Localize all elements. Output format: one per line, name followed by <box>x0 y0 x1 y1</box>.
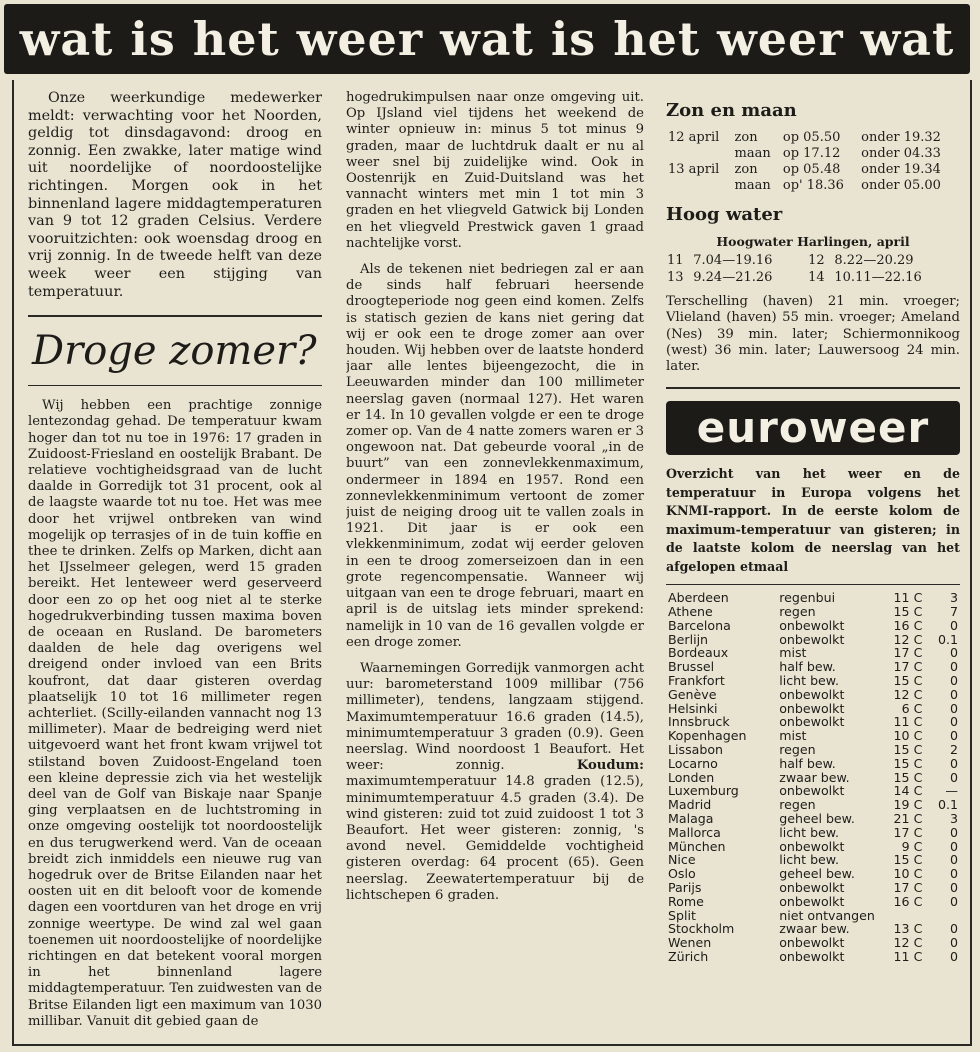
almanac-body: maan <box>734 146 771 161</box>
weather-condition: onbewolkt <box>779 714 845 730</box>
max-temperature: 17 <box>893 645 910 661</box>
temperature-unit: C <box>913 659 923 675</box>
temperature-unit: C <box>913 617 923 633</box>
max-temperature: 17 <box>893 824 910 840</box>
city-name: Athene <box>668 604 713 620</box>
max-temperature: 15 <box>893 604 910 620</box>
euroweer-row <box>666 633 960 647</box>
city-name: Aberdeen <box>668 590 729 606</box>
euroweer-row <box>666 757 960 771</box>
almanac-set: onder 05.00 <box>861 178 941 193</box>
city-name: Nice <box>668 852 696 868</box>
almanac-body: maan <box>734 178 771 193</box>
max-temperature: 15 <box>893 852 910 868</box>
tide-row <box>666 252 960 269</box>
article-paragraph: hogedrukimpulsen naar onze omgeving uit. Op IJsland viel tijdens het weekend de winter opnieuw in: minus 5 tot minus 9 graden, maar de luchtdruk daalt er nu al weer snel bij zuidelijke wind. Ook in Oostenrijk en Zuid-Duitsland was het vannacht winters met min 1 tot min 3 graden en het vliegveld Gatwick bij Londen en het vliegveld Prestwick gaven 1 graad nachtelijke vorst. <box>346 90 644 251</box>
temperature-unit: C <box>913 879 923 895</box>
max-temperature: 11 <box>893 590 910 606</box>
temperature-unit: C <box>913 783 923 799</box>
max-temperature: 12 <box>893 631 910 647</box>
temperature-unit: C <box>913 631 923 647</box>
max-temperature: 15 <box>893 673 910 688</box>
temperature-unit: C <box>913 700 923 716</box>
euroweer-row <box>666 840 960 854</box>
temperature-unit: C <box>913 810 923 826</box>
almanac-set: onder 19.32 <box>861 130 941 145</box>
euroweer-row <box>666 922 960 936</box>
temperature-unit: C <box>913 838 923 854</box>
city-name: Rome <box>668 893 704 909</box>
city-name: Innsbruck <box>668 714 730 730</box>
tide-times: 8.22—20.29 <box>834 253 914 269</box>
max-temperature: 12 <box>893 686 910 702</box>
max-temperature: 16 <box>893 617 910 633</box>
tide-title: Hoog water <box>666 204 783 225</box>
precipitation: 0 <box>949 714 958 730</box>
almanac-set: onder 04.33 <box>861 146 941 161</box>
city-name: Genève <box>668 686 717 702</box>
almanac-set: onder 19.34 <box>861 162 941 177</box>
city-name: Zürich <box>668 948 709 964</box>
weather-condition: onbewolkt <box>779 617 845 633</box>
city-name: Stockholm <box>668 921 735 937</box>
precipitation: 0 <box>949 948 958 964</box>
sun-moon-rows <box>666 130 960 194</box>
city-name: Brussel <box>668 659 715 675</box>
euroweer-row <box>666 826 960 840</box>
precipitation: 0 <box>949 700 958 716</box>
euroweer-row <box>666 660 960 674</box>
euroweer-row <box>666 715 960 729</box>
sun-moon-title: Zon en maan <box>666 100 797 121</box>
temperature-unit: C <box>913 714 923 730</box>
euroweer-row <box>666 895 960 909</box>
almanac-date <box>666 146 733 162</box>
precipitation: 0 <box>949 824 958 840</box>
weather-condition: mist <box>779 728 807 744</box>
euroweer-row <box>666 674 960 688</box>
temperature-unit: C <box>913 673 923 688</box>
temperature-unit: C <box>913 797 923 813</box>
euroweer-table <box>666 591 960 964</box>
divider <box>666 584 960 585</box>
temperature-unit: C <box>913 755 923 771</box>
observation-text: maximumtemperatuur 14.8 graden (12.5), minimumtemperatuur 4.5 graden (3.4). De wind gisteren: zuid tot zuid zuidoost 1 tot 3 Beaufort. Het weer gisteren: zonnig, 's avond nevel. Gemiddelde vochtigheid gisteren overdag: 64 procent (65). Geen neerslag. Zeewatertemperatuur bij de lichtschepen 6 graden. <box>346 774 644 903</box>
city-name: Madrid <box>668 797 712 813</box>
weather-condition: onbewolkt <box>779 879 845 895</box>
tide-day: 13 <box>667 270 684 286</box>
tide-times: 10.11—22.16 <box>834 270 922 286</box>
weather-condition: zwaar bew. <box>779 769 850 785</box>
tide-times: 7.04—19.16 <box>693 253 773 269</box>
temperature-unit: C <box>913 645 923 661</box>
precipitation: 0.1 <box>937 797 958 813</box>
column-1 <box>28 90 322 1044</box>
article-paragraph: Als de tekenen niet bedriegen zal er aan de sinds half februari heersende droogteperiode nog geen eind komen. Zelfs is statisch gezien de kans niet gering dat wij er ook een te droge zomer aan over houden. Wij hebben over de laatste honderd jaar alle lentes bijeengezocht, die in Leeuwarden minder dan 100 millimeter neerslag gaven (normaal 127). Het waren er 14. In 10 gevallen volgde er een te droge zomer op. Van de 4 natte zomers waren er 3 ongewoon nat. Dat gebeurde vooral „in de buurt” van een zonnevlekkenmaximum, ondermeer in 1894 en 1957. Rond een zonnevlekkenminimum vertoont de zomer juist de neiging droog uit te vallen zoals in 1921. Dit jaar is er ook een vlekkenminimum, zodat wij eerder geloven in een te droog zomerseizoen dan in een grote regencompensatie. Wanneer wij uitgaan van een te droge februari, maart en april is de uitslag iets minder sprekend: namelijk in 10 van de 16 gevallen volgde er een droge zomer. <box>346 262 644 650</box>
max-temperature: 6 <box>901 700 910 716</box>
precipitation: 0 <box>949 686 958 702</box>
weather-condition: niet ontvangen <box>779 907 875 923</box>
weather-condition: onbewolkt <box>779 893 845 909</box>
weather-condition: half bew. <box>779 755 836 771</box>
weather-condition: regen <box>779 797 816 813</box>
city-name: Luxemburg <box>668 783 739 799</box>
temperature-unit: C <box>913 686 923 702</box>
observation-place: Koudum: <box>576 758 644 774</box>
temperature-unit: C <box>913 728 923 744</box>
article-flow-2 <box>346 90 644 904</box>
max-temperature: 16 <box>893 893 910 909</box>
precipitation: 3 <box>949 590 958 606</box>
city-name: Kopenhagen <box>668 728 747 744</box>
precipitation: 0 <box>949 921 958 937</box>
almanac-date: 13 april <box>668 162 720 177</box>
city-name: Malaga <box>668 810 714 826</box>
temperature-unit: C <box>913 741 923 757</box>
euroweer-row <box>666 853 960 867</box>
forecast-text: Onze weerkundige medewerker meldt: verwachting voor het Noorden, geldig tot dinsdagavond: droog en zonnig. Een zwakke, later matige wind uit noordelijke of noordoostelijke richtingen. Morgen ook in het binnenland lagere middagtemperaturen van 9 tot 12 graden Celsius. Verdere vooruitzichten: ook woensdag droog en vrij zonnig. In de tweede helft van deze week weer een stijging van temperatuur. <box>28 90 322 300</box>
tide-row <box>666 269 960 286</box>
divider <box>28 385 322 386</box>
temperature-unit: C <box>913 824 923 840</box>
divider <box>28 315 322 317</box>
sun-moon-row <box>666 162 960 178</box>
precipitation: 0 <box>949 769 958 785</box>
euroweer-row <box>666 909 960 923</box>
max-temperature: 13 <box>893 921 910 937</box>
euroweer-row <box>666 784 960 798</box>
precipitation: 0 <box>949 659 958 675</box>
weather-condition: geheel bew. <box>779 810 855 826</box>
max-temperature: 11 <box>893 714 910 730</box>
city-name: Barcelona <box>668 617 731 633</box>
temperature-unit: C <box>913 893 923 909</box>
city-name: Wenen <box>668 935 712 951</box>
weather-condition: onbewolkt <box>779 700 845 716</box>
city-name: Berlijn <box>668 631 709 647</box>
euroweer-row <box>666 688 960 702</box>
euroweer-rows <box>666 591 960 964</box>
max-temperature: 10 <box>893 728 910 744</box>
precipitation: 0 <box>949 838 958 854</box>
max-temperature: 9 <box>901 838 910 854</box>
max-temperature: 14 <box>893 783 910 799</box>
city-name: Parijs <box>668 879 702 895</box>
weather-condition: onbewolkt <box>779 686 845 702</box>
temperature-unit: C <box>913 935 923 951</box>
weather-condition: mist <box>779 645 807 661</box>
euroweer-row <box>666 619 960 633</box>
tide-table <box>666 252 960 286</box>
almanac-rise: op' 18.36 <box>782 178 844 193</box>
tide-rows <box>666 252 960 286</box>
weather-condition: zwaar bew. <box>779 921 850 937</box>
max-temperature: 17 <box>893 879 910 895</box>
precipitation: 7 <box>949 604 958 620</box>
max-temperature: 10 <box>893 866 910 882</box>
precipitation: 0 <box>949 728 958 744</box>
precipitation: 0 <box>949 866 958 882</box>
almanac-date: 12 april <box>668 130 720 145</box>
max-temperature: 17 <box>893 659 910 675</box>
precipitation: — <box>945 783 958 799</box>
euroweer-row <box>666 812 960 826</box>
precipitation: 0 <box>949 617 958 633</box>
city-name: Locarno <box>668 755 718 771</box>
weather-condition: geheel bew. <box>779 866 855 882</box>
temperature-unit: C <box>913 604 923 620</box>
precipitation: 2 <box>949 741 958 757</box>
euroweer-row <box>666 936 960 950</box>
euroweer-row <box>666 605 960 619</box>
euroweer-row <box>666 743 960 757</box>
euroweer-row <box>666 798 960 812</box>
weather-condition: regen <box>779 604 816 620</box>
sun-moon-row <box>666 146 960 162</box>
weather-condition: regen <box>779 741 816 757</box>
observation-text: Waarnemingen Gorredijk vanmorgen acht uur: barometerstand 1009 millibar (756 millimeter), tendens, langzaam stijgend. Maximumtemperatuur 16.6 graden (14.5), minimumtemperatuur 3 graden (0.9). Geen neerslag. Wind noordoost 1 Beaufort. Het weer: zonnig. <box>346 660 644 774</box>
precipitation: 0 <box>949 673 958 688</box>
divider <box>666 387 960 389</box>
article-paragraph <box>346 661 644 904</box>
weather-condition: licht bew. <box>779 824 839 840</box>
tide-day: 12 <box>808 253 825 269</box>
precipitation: 0.1 <box>937 631 958 647</box>
precipitation: 0 <box>949 879 958 895</box>
max-temperature: 11 <box>893 948 910 964</box>
precipitation: 0 <box>949 935 958 951</box>
tide-note: Terschelling (haven) 21 min. vroeger; Vlieland (haven) 55 min. vroeger; Ameland (Nes) 39 min. later; Schiermonnikoog (west) 36 min. later; Lauwersoog 24 min. later. <box>666 294 960 375</box>
euroweer-row <box>666 729 960 743</box>
banner-title: wat is het weer wat is het weer wat <box>4 4 970 74</box>
article-flow-1 <box>28 398 322 1030</box>
almanac-rise: op 05.48 <box>782 162 841 177</box>
city-name: Bordeaux <box>668 645 729 661</box>
sun-moon-table <box>666 130 960 194</box>
article-headline: Droge zomer? <box>32 328 317 375</box>
weather-condition: regenbui <box>779 590 836 606</box>
city-name: Londen <box>668 769 715 785</box>
euroweer-row <box>666 646 960 660</box>
euroweer-row <box>666 771 960 785</box>
max-temperature: 15 <box>893 755 910 771</box>
weather-condition: onbewolkt <box>779 838 845 854</box>
column-2 <box>346 90 644 1044</box>
temperature-unit: C <box>913 852 923 868</box>
temperature-unit: C <box>913 921 923 937</box>
precipitation: 0 <box>949 852 958 868</box>
max-temperature: 21 <box>893 810 910 826</box>
tide-day: 11 <box>667 253 684 269</box>
tide-times: 9.24—21.26 <box>693 270 773 286</box>
euroweer-row <box>666 702 960 716</box>
sun-moon-row <box>666 130 960 146</box>
max-temperature: 15 <box>893 769 910 785</box>
city-name: Oslo <box>668 866 696 882</box>
forecast-block <box>28 90 322 301</box>
weather-condition: onbewolkt <box>779 935 845 951</box>
temperature-unit: C <box>913 948 923 964</box>
tide-day: 14 <box>808 270 825 286</box>
precipitation: 0 <box>949 755 958 771</box>
tide-subtitle: Hoogwater Harlingen, april <box>716 234 910 249</box>
city-name: Mallorca <box>668 824 721 840</box>
euroweer-intro: Overzicht van het weer en de temperatuur in Europa volgens het KNMI-rapport. In de eerste kolom de maximum-temperatuur van gisteren; in de laatste kolom de neerslag van het afgelopen etmaal <box>666 466 960 574</box>
weather-condition: onbewolkt <box>779 783 845 799</box>
weather-condition: onbewolkt <box>779 948 845 964</box>
euroweer-logo: euroweer <box>666 401 960 455</box>
temperature-unit: C <box>913 866 923 882</box>
city-name: Lissabon <box>668 741 724 757</box>
euroweer-row <box>666 867 960 881</box>
column-3 <box>666 90 960 1044</box>
sun-moon-row <box>666 178 960 194</box>
temperature-unit: C <box>913 590 923 606</box>
temperature-unit: C <box>913 769 923 785</box>
city-name: Split <box>668 907 696 923</box>
max-temperature: 19 <box>893 797 910 813</box>
almanac-rise: op 17.12 <box>782 146 841 161</box>
precipitation: 3 <box>949 810 958 826</box>
almanac-body: zon <box>734 162 758 177</box>
precipitation: 0 <box>949 893 958 909</box>
max-temperature: 12 <box>893 935 910 951</box>
precipitation: 0 <box>949 645 958 661</box>
weather-condition: onbewolkt <box>779 631 845 647</box>
city-name: Frankfort <box>668 673 725 688</box>
city-name: Helsinki <box>668 700 718 716</box>
article-paragraph: Wij hebben een prachtige zonnige lentezondag gehad. De temperatuur kwam hoger dan tot nu toe in 1976: 17 graden in Zuidoost-Friesland en oostelijk Brabant. De relatieve vochtigheidsgraad van de lucht daalde in Gorredijk tot 31 procent, ook al de laagste waarde tot nu toe. Het was mee door het vrijwel ontbreken van wind mogelijk op terrasjes of in de tuin koffie en thee te drinken. Zelfs op Marken, dicht aan het IJsselmeer gelegen, werd 15 graden bereikt. Het lenteweer werd geserveerd door een zo op het oog niet al te sterke hogedrukverbinding tussen maxima boven de oceaan en Rusland. De barometers daalden de hele dag overigens wel dreigend onder invloed van een Brits koufront, dat daar gisteren overdag plaatselijk 10 tot 16 millimeter regen achterliet. (Scilly-eilanden vannacht nog 13 millimeter). Maar de bedreiging werd niet uitgevoerd want het front kwam vrijwel tot stilstand boven Zuidoost-Engeland toen een kleine depressie zich via het westelijk deel van de Golf van Biskaje naar Spanje ging verplaatsen en de luchtstroming in onze omgeving oostelijk tot noordoostelijk en dus terugwerkend werd. Van de oceaan breidt zich inmiddels een nieuwe rug van hogedruk over de Britse Eilanden naar het oosten uit en dit belooft voor de komende dagen een voortduren van het droge en vrij zonnige weertype. De wind zal wel gaan toenemen uit noordoostelijke of noordelijke richtingen en dat betekent vooral morgen in het binnenland lagere middagtemperatuur. Ten zuidwesten van de Britse Eilanden ligt een maximum van 1030 millibar. Vanuit dit gebied gaan de <box>28 398 322 1029</box>
euroweer-row <box>666 950 960 964</box>
city-name: München <box>668 838 726 854</box>
almanac-rise: op 05.50 <box>782 130 841 145</box>
euroweer-row <box>666 881 960 895</box>
almanac-date <box>666 178 733 194</box>
euroweer-row <box>666 591 960 605</box>
weather-condition: half bew. <box>779 659 836 675</box>
weather-condition: licht bew. <box>779 673 839 688</box>
almanac-body: zon <box>734 130 758 145</box>
max-temperature: 15 <box>893 741 910 757</box>
weather-condition: licht bew. <box>779 852 839 868</box>
